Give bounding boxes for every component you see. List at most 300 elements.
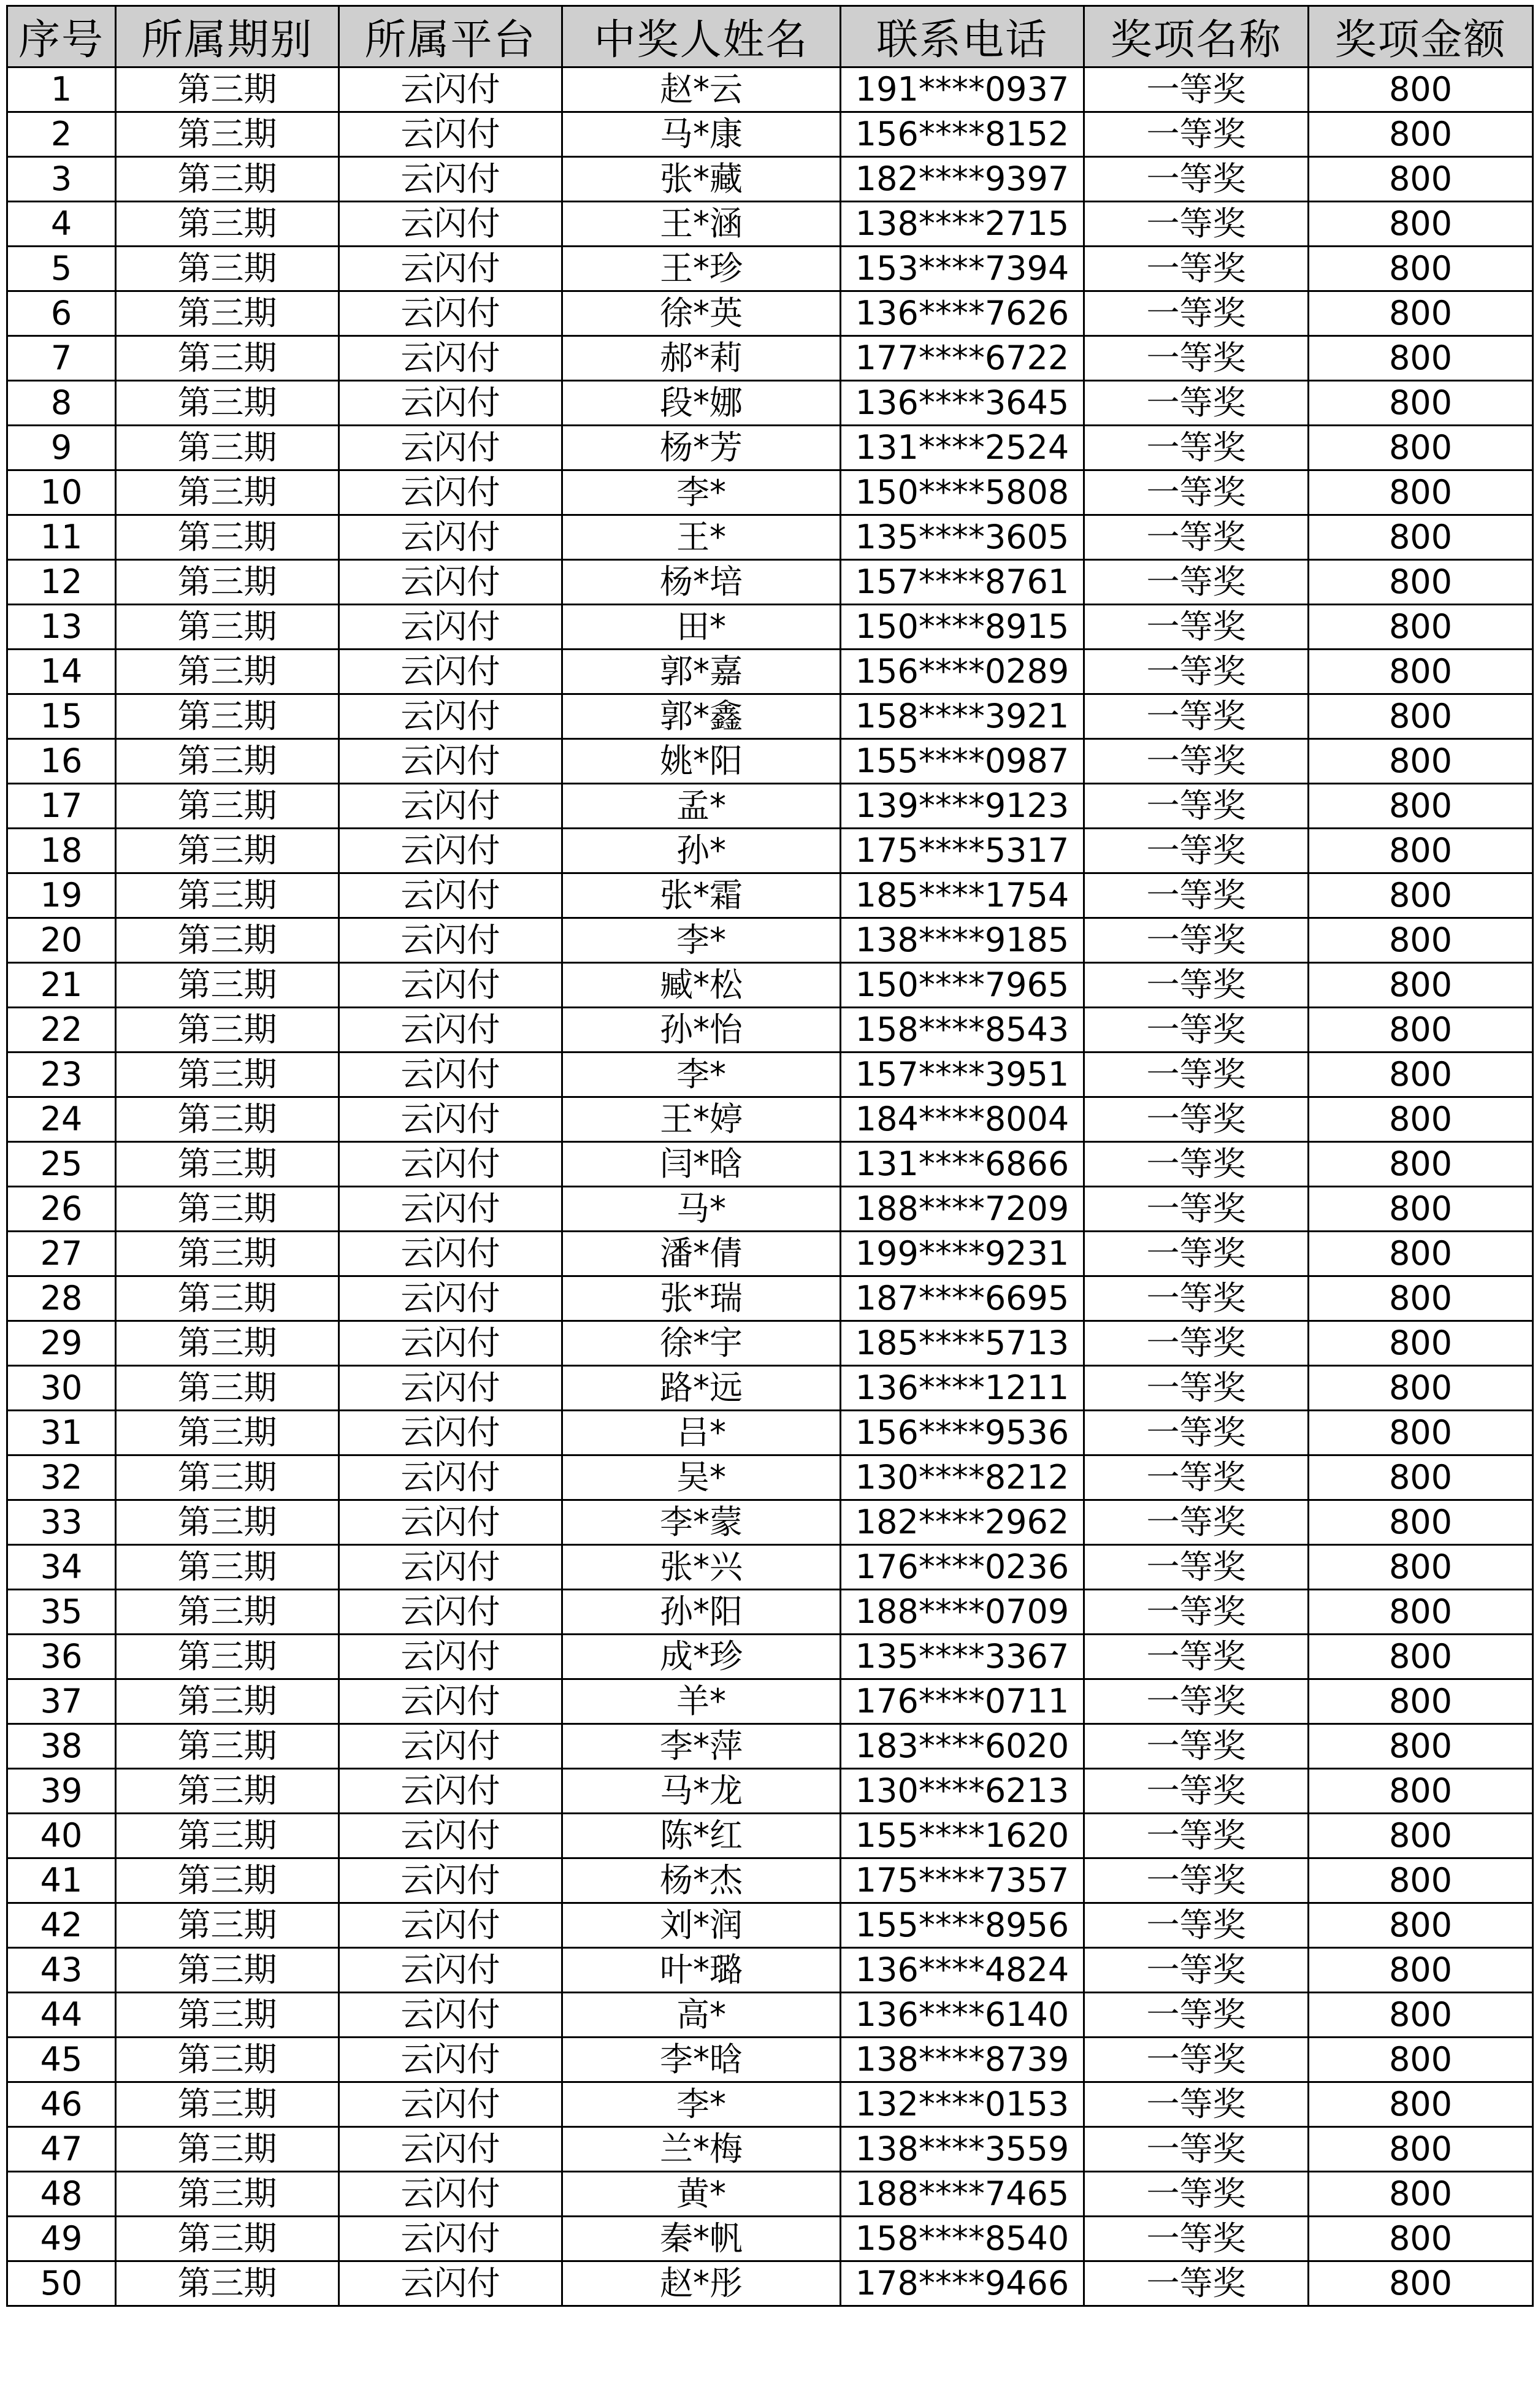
phone-cell: 131****2524 — [841, 426, 1084, 470]
winner-name-cell: 王*珍 — [562, 247, 841, 291]
prize-name-cell: 一等奖 — [1084, 1321, 1309, 1366]
platform-cell: 云闪付 — [339, 1455, 562, 1500]
winner-name-cell: 赵*彤 — [562, 2261, 841, 2306]
index-cell: 14 — [7, 650, 116, 694]
index-cell: 22 — [7, 1008, 116, 1053]
period-cell: 第三期 — [116, 2127, 339, 2172]
index-cell: 38 — [7, 1724, 116, 1769]
phone-cell: 155****0987 — [841, 739, 1084, 784]
period-cell: 第三期 — [116, 694, 339, 739]
winner-name-cell: 黄* — [562, 2172, 841, 2217]
index-cell: 18 — [7, 829, 116, 873]
prize-name-cell: 一等奖 — [1084, 1276, 1309, 1321]
table-header — [7, 6, 1533, 67]
period-cell: 第三期 — [116, 918, 339, 963]
phone-cell: 191****0937 — [841, 67, 1084, 112]
index-cell: 23 — [7, 1053, 116, 1097]
prize-name-cell: 一等奖 — [1084, 1903, 1309, 1948]
platform-cell: 云闪付 — [339, 784, 562, 829]
index-cell: 44 — [7, 1993, 116, 2038]
platform-cell: 云闪付 — [339, 1545, 562, 1590]
phone-cell: 188****7209 — [841, 1187, 1084, 1232]
index-cell: 33 — [7, 1500, 116, 1545]
period-cell: 第三期 — [116, 291, 339, 336]
index-cell: 16 — [7, 739, 116, 784]
platform-cell: 云闪付 — [339, 2127, 562, 2172]
winner-name-cell: 郭*嘉 — [562, 650, 841, 694]
phone-cell: 138****8739 — [841, 2038, 1084, 2082]
period-cell: 第三期 — [116, 2261, 339, 2306]
winner-name-cell: 李* — [562, 1053, 841, 1097]
phone-cell: 175****5317 — [841, 829, 1084, 873]
index-cell: 35 — [7, 1590, 116, 1635]
platform-cell: 云闪付 — [339, 1679, 562, 1724]
phone-cell: 185****1754 — [841, 873, 1084, 918]
prize-amount-cell: 800 — [1309, 784, 1533, 829]
index-cell: 9 — [7, 426, 116, 470]
winner-name-cell: 吴* — [562, 1455, 841, 1500]
table-row — [7, 560, 1533, 605]
platform-cell: 云闪付 — [339, 2172, 562, 2217]
index-cell: 47 — [7, 2127, 116, 2172]
header-phone: 联系电话 — [841, 6, 1084, 67]
index-cell: 26 — [7, 1187, 116, 1232]
table-row — [7, 202, 1533, 247]
prize-name-cell: 一等奖 — [1084, 2172, 1309, 2217]
table-row — [7, 2172, 1533, 2217]
prize-amount-cell: 800 — [1309, 515, 1533, 560]
winner-name-cell: 高* — [562, 1993, 841, 2038]
index-cell: 48 — [7, 2172, 116, 2217]
prize-amount-cell: 800 — [1309, 67, 1533, 112]
prize-name-cell: 一等奖 — [1084, 1232, 1309, 1276]
prize-name-cell: 一等奖 — [1084, 112, 1309, 157]
platform-cell: 云闪付 — [339, 2261, 562, 2306]
table-row — [7, 650, 1533, 694]
platform-cell: 云闪付 — [339, 1948, 562, 1993]
phone-cell: 131****6866 — [841, 1142, 1084, 1187]
table-row — [7, 1142, 1533, 1187]
table-row — [7, 784, 1533, 829]
platform-cell: 云闪付 — [339, 1903, 562, 1948]
prize-amount-cell: 800 — [1309, 605, 1533, 650]
winner-name-cell: 李*晗 — [562, 2038, 841, 2082]
prize-name-cell: 一等奖 — [1084, 426, 1309, 470]
winner-name-cell: 刘*润 — [562, 1903, 841, 1948]
platform-cell: 云闪付 — [339, 470, 562, 515]
index-cell: 40 — [7, 1814, 116, 1858]
winner-name-cell: 李*萍 — [562, 1724, 841, 1769]
index-cell: 2 — [7, 112, 116, 157]
prize-amount-cell: 800 — [1309, 963, 1533, 1008]
header-platform: 所属平台 — [339, 6, 562, 67]
phone-cell: 158****8540 — [841, 2217, 1084, 2261]
winner-name-cell: 赵*云 — [562, 67, 841, 112]
platform-cell: 云闪付 — [339, 2217, 562, 2261]
winner-name-cell: 郭*鑫 — [562, 694, 841, 739]
period-cell: 第三期 — [116, 1455, 339, 1500]
prize-amount-cell: 800 — [1309, 1187, 1533, 1232]
prize-name-cell: 一等奖 — [1084, 1948, 1309, 1993]
prize-name-cell: 一等奖 — [1084, 1411, 1309, 1455]
phone-cell: 156****8152 — [841, 112, 1084, 157]
prize-name-cell: 一等奖 — [1084, 1053, 1309, 1097]
period-cell: 第三期 — [116, 1993, 339, 2038]
index-cell: 6 — [7, 291, 116, 336]
prize-name-cell: 一等奖 — [1084, 918, 1309, 963]
prize-name-cell: 一等奖 — [1084, 1097, 1309, 1142]
prize-amount-cell: 800 — [1309, 918, 1533, 963]
platform-cell: 云闪付 — [339, 560, 562, 605]
index-cell: 49 — [7, 2217, 116, 2261]
winner-name-cell: 李* — [562, 918, 841, 963]
phone-cell: 130****6213 — [841, 1769, 1084, 1814]
index-cell: 3 — [7, 157, 116, 202]
table-row — [7, 112, 1533, 157]
period-cell: 第三期 — [116, 470, 339, 515]
platform-cell: 云闪付 — [339, 1769, 562, 1814]
period-cell: 第三期 — [116, 2038, 339, 2082]
prize-name-cell: 一等奖 — [1084, 873, 1309, 918]
winner-name-cell: 李*蒙 — [562, 1500, 841, 1545]
table-row — [7, 1232, 1533, 1276]
winner-name-cell: 路*远 — [562, 1366, 841, 1411]
prize-name-cell: 一等奖 — [1084, 1142, 1309, 1187]
header-row — [7, 6, 1533, 67]
index-cell: 39 — [7, 1769, 116, 1814]
prize-name-cell: 一等奖 — [1084, 291, 1309, 336]
table-row — [7, 470, 1533, 515]
period-cell: 第三期 — [116, 67, 339, 112]
period-cell: 第三期 — [116, 336, 339, 381]
phone-cell: 175****7357 — [841, 1858, 1084, 1903]
prize-name-cell: 一等奖 — [1084, 67, 1309, 112]
index-cell: 42 — [7, 1903, 116, 1948]
table-row — [7, 515, 1533, 560]
phone-cell: 139****9123 — [841, 784, 1084, 829]
platform-cell: 云闪付 — [339, 515, 562, 560]
winner-name-cell: 李* — [562, 2082, 841, 2127]
table-row — [7, 2217, 1533, 2261]
prize-amount-cell: 800 — [1309, 112, 1533, 157]
prize-amount-cell: 800 — [1309, 829, 1533, 873]
winner-name-cell: 羊* — [562, 1679, 841, 1724]
table-row — [7, 1679, 1533, 1724]
table-row — [7, 157, 1533, 202]
table-row — [7, 2127, 1533, 2172]
period-cell: 第三期 — [116, 1545, 339, 1590]
winner-name-cell: 田* — [562, 605, 841, 650]
platform-cell: 云闪付 — [339, 1993, 562, 2038]
phone-cell: 155****8956 — [841, 1903, 1084, 1948]
phone-cell: 176****0711 — [841, 1679, 1084, 1724]
table-body — [7, 67, 1533, 2306]
platform-cell: 云闪付 — [339, 1411, 562, 1455]
table-row — [7, 963, 1533, 1008]
prize-amount-cell: 800 — [1309, 1008, 1533, 1053]
table-row — [7, 1814, 1533, 1858]
index-cell: 1 — [7, 67, 116, 112]
prize-amount-cell: 800 — [1309, 1769, 1533, 1814]
prize-amount-cell: 800 — [1309, 1993, 1533, 2038]
phone-cell: 153****7394 — [841, 247, 1084, 291]
winner-name-cell: 徐*英 — [562, 291, 841, 336]
platform-cell: 云闪付 — [339, 739, 562, 784]
platform-cell: 云闪付 — [339, 202, 562, 247]
period-cell: 第三期 — [116, 1142, 339, 1187]
winner-name-cell: 杨*芳 — [562, 426, 841, 470]
winner-name-cell: 孙*怡 — [562, 1008, 841, 1053]
platform-cell: 云闪付 — [339, 2038, 562, 2082]
prize-name-cell: 一等奖 — [1084, 1679, 1309, 1724]
platform-cell: 云闪付 — [339, 426, 562, 470]
index-cell: 20 — [7, 918, 116, 963]
phone-cell: 150****7965 — [841, 963, 1084, 1008]
table-row — [7, 1858, 1533, 1903]
prize-name-cell: 一等奖 — [1084, 2127, 1309, 2172]
prize-name-cell: 一等奖 — [1084, 2038, 1309, 2082]
winners-table — [6, 5, 1534, 2307]
prize-amount-cell: 800 — [1309, 560, 1533, 605]
phone-cell: 156****0289 — [841, 650, 1084, 694]
phone-cell: 188****0709 — [841, 1590, 1084, 1635]
index-cell: 5 — [7, 247, 116, 291]
prize-amount-cell: 800 — [1309, 2261, 1533, 2306]
index-cell: 36 — [7, 1635, 116, 1679]
period-cell: 第三期 — [116, 1814, 339, 1858]
period-cell: 第三期 — [116, 1724, 339, 1769]
winner-name-cell: 潘*倩 — [562, 1232, 841, 1276]
phone-cell: 132****0153 — [841, 2082, 1084, 2127]
index-cell: 37 — [7, 1679, 116, 1724]
index-cell: 50 — [7, 2261, 116, 2306]
index-cell: 28 — [7, 1276, 116, 1321]
winner-name-cell: 陈*红 — [562, 1814, 841, 1858]
table-row — [7, 694, 1533, 739]
prize-name-cell: 一等奖 — [1084, 739, 1309, 784]
table-row — [7, 1635, 1533, 1679]
period-cell: 第三期 — [116, 2217, 339, 2261]
platform-cell: 云闪付 — [339, 1858, 562, 1903]
prize-amount-cell: 800 — [1309, 1590, 1533, 1635]
platform-cell: 云闪付 — [339, 873, 562, 918]
period-cell: 第三期 — [116, 784, 339, 829]
platform-cell: 云闪付 — [339, 112, 562, 157]
platform-cell: 云闪付 — [339, 2082, 562, 2127]
period-cell: 第三期 — [116, 1053, 339, 1097]
prize-amount-cell: 800 — [1309, 1097, 1533, 1142]
prize-amount-cell: 800 — [1309, 1545, 1533, 1590]
phone-cell: 150****5808 — [841, 470, 1084, 515]
prize-amount-cell: 800 — [1309, 1858, 1533, 1903]
table-row — [7, 1053, 1533, 1097]
prize-name-cell: 一等奖 — [1084, 784, 1309, 829]
period-cell: 第三期 — [116, 1635, 339, 1679]
winner-name-cell: 姚*阳 — [562, 739, 841, 784]
period-cell: 第三期 — [116, 1366, 339, 1411]
index-cell: 25 — [7, 1142, 116, 1187]
table-row — [7, 918, 1533, 963]
prize-amount-cell: 800 — [1309, 1635, 1533, 1679]
prize-name-cell: 一等奖 — [1084, 1724, 1309, 1769]
platform-cell: 云闪付 — [339, 336, 562, 381]
platform-cell: 云闪付 — [339, 1590, 562, 1635]
prize-name-cell: 一等奖 — [1084, 2217, 1309, 2261]
prize-amount-cell: 800 — [1309, 1321, 1533, 1366]
prize-amount-cell: 800 — [1309, 1903, 1533, 1948]
prize-name-cell: 一等奖 — [1084, 470, 1309, 515]
platform-cell: 云闪付 — [339, 1097, 562, 1142]
prize-amount-cell: 800 — [1309, 2038, 1533, 2082]
phone-cell: 136****4824 — [841, 1948, 1084, 1993]
index-cell: 32 — [7, 1455, 116, 1500]
winner-name-cell: 孟* — [562, 784, 841, 829]
platform-cell: 云闪付 — [339, 1366, 562, 1411]
table-row — [7, 829, 1533, 873]
period-cell: 第三期 — [116, 1858, 339, 1903]
platform-cell: 云闪付 — [339, 1724, 562, 1769]
table-row — [7, 1097, 1533, 1142]
platform-cell: 云闪付 — [339, 1814, 562, 1858]
prize-amount-cell: 800 — [1309, 247, 1533, 291]
prize-name-cell: 一等奖 — [1084, 157, 1309, 202]
prize-amount-cell: 800 — [1309, 2172, 1533, 2217]
prize-name-cell: 一等奖 — [1084, 650, 1309, 694]
platform-cell: 云闪付 — [339, 1142, 562, 1187]
index-cell: 41 — [7, 1858, 116, 1903]
table-row — [7, 2038, 1533, 2082]
prize-name-cell: 一等奖 — [1084, 694, 1309, 739]
prize-amount-cell: 800 — [1309, 694, 1533, 739]
table-row — [7, 1724, 1533, 1769]
table-row — [7, 1187, 1533, 1232]
prize-name-cell: 一等奖 — [1084, 1366, 1309, 1411]
platform-cell: 云闪付 — [339, 381, 562, 426]
phone-cell: 138****2715 — [841, 202, 1084, 247]
winner-name-cell: 张*瑞 — [562, 1276, 841, 1321]
platform-cell: 云闪付 — [339, 1276, 562, 1321]
table-row — [7, 247, 1533, 291]
prize-amount-cell: 800 — [1309, 291, 1533, 336]
table-row — [7, 426, 1533, 470]
period-cell: 第三期 — [116, 1321, 339, 1366]
index-cell: 19 — [7, 873, 116, 918]
platform-cell: 云闪付 — [339, 1053, 562, 1097]
platform-cell: 云闪付 — [339, 157, 562, 202]
platform-cell: 云闪付 — [339, 247, 562, 291]
phone-cell: 135****3367 — [841, 1635, 1084, 1679]
period-cell: 第三期 — [116, 202, 339, 247]
header-prize-name: 奖项名称 — [1084, 6, 1309, 67]
index-cell: 30 — [7, 1366, 116, 1411]
winner-name-cell: 张*藏 — [562, 157, 841, 202]
winner-name-cell: 马*康 — [562, 112, 841, 157]
platform-cell: 云闪付 — [339, 1187, 562, 1232]
prize-amount-cell: 800 — [1309, 1142, 1533, 1187]
period-cell: 第三期 — [116, 650, 339, 694]
header-prize-amount: 奖项金额 — [1309, 6, 1533, 67]
phone-cell: 158****3921 — [841, 694, 1084, 739]
prize-amount-cell: 800 — [1309, 1455, 1533, 1500]
winner-name-cell: 王*婷 — [562, 1097, 841, 1142]
phone-cell: 182****2962 — [841, 1500, 1084, 1545]
index-cell: 43 — [7, 1948, 116, 1993]
period-cell: 第三期 — [116, 1590, 339, 1635]
phone-cell: 176****0236 — [841, 1545, 1084, 1590]
index-cell: 27 — [7, 1232, 116, 1276]
period-cell: 第三期 — [116, 1008, 339, 1053]
header-period: 所属期别 — [116, 6, 339, 67]
prize-name-cell: 一等奖 — [1084, 336, 1309, 381]
phone-cell: 136****6140 — [841, 1993, 1084, 2038]
prize-amount-cell: 800 — [1309, 2127, 1533, 2172]
period-cell: 第三期 — [116, 1232, 339, 1276]
phone-cell: 138****9185 — [841, 918, 1084, 963]
table-row — [7, 1411, 1533, 1455]
phone-cell: 182****9397 — [841, 157, 1084, 202]
table-row — [7, 739, 1533, 784]
phone-cell: 135****3605 — [841, 515, 1084, 560]
prize-name-cell: 一等奖 — [1084, 1187, 1309, 1232]
period-cell: 第三期 — [116, 829, 339, 873]
period-cell: 第三期 — [116, 1948, 339, 1993]
table-row — [7, 1903, 1533, 1948]
prize-name-cell: 一等奖 — [1084, 1769, 1309, 1814]
index-cell: 21 — [7, 963, 116, 1008]
table-row — [7, 381, 1533, 426]
phone-cell: 150****8915 — [841, 605, 1084, 650]
index-cell: 29 — [7, 1321, 116, 1366]
phone-cell: 187****6695 — [841, 1276, 1084, 1321]
index-cell: 10 — [7, 470, 116, 515]
platform-cell: 云闪付 — [339, 650, 562, 694]
winner-name-cell: 杨*杰 — [562, 1858, 841, 1903]
phone-cell: 178****9466 — [841, 2261, 1084, 2306]
period-cell: 第三期 — [116, 605, 339, 650]
winner-name-cell: 成*珍 — [562, 1635, 841, 1679]
prize-amount-cell: 800 — [1309, 2217, 1533, 2261]
prize-amount-cell: 800 — [1309, 1411, 1533, 1455]
index-cell: 34 — [7, 1545, 116, 1590]
winner-name-cell: 李* — [562, 470, 841, 515]
table-row — [7, 1276, 1533, 1321]
phone-cell: 158****8543 — [841, 1008, 1084, 1053]
prize-name-cell: 一等奖 — [1084, 2261, 1309, 2306]
table-row — [7, 1366, 1533, 1411]
table-row — [7, 2261, 1533, 2306]
table-row — [7, 873, 1533, 918]
table-row — [7, 1769, 1533, 1814]
table-row — [7, 1008, 1533, 1053]
index-cell: 7 — [7, 336, 116, 381]
index-cell: 13 — [7, 605, 116, 650]
prize-amount-cell: 800 — [1309, 1814, 1533, 1858]
table-row — [7, 605, 1533, 650]
table-row — [7, 1545, 1533, 1590]
phone-cell: 184****8004 — [841, 1097, 1084, 1142]
platform-cell: 云闪付 — [339, 918, 562, 963]
winner-name-cell: 孙*阳 — [562, 1590, 841, 1635]
prize-amount-cell: 800 — [1309, 202, 1533, 247]
table-row — [7, 1948, 1533, 1993]
phone-cell: 199****9231 — [841, 1232, 1084, 1276]
prize-amount-cell: 800 — [1309, 336, 1533, 381]
prize-amount-cell: 800 — [1309, 1724, 1533, 1769]
winner-name-cell: 徐*宇 — [562, 1321, 841, 1366]
winner-name-cell: 段*娜 — [562, 381, 841, 426]
platform-cell: 云闪付 — [339, 1232, 562, 1276]
index-cell: 24 — [7, 1097, 116, 1142]
